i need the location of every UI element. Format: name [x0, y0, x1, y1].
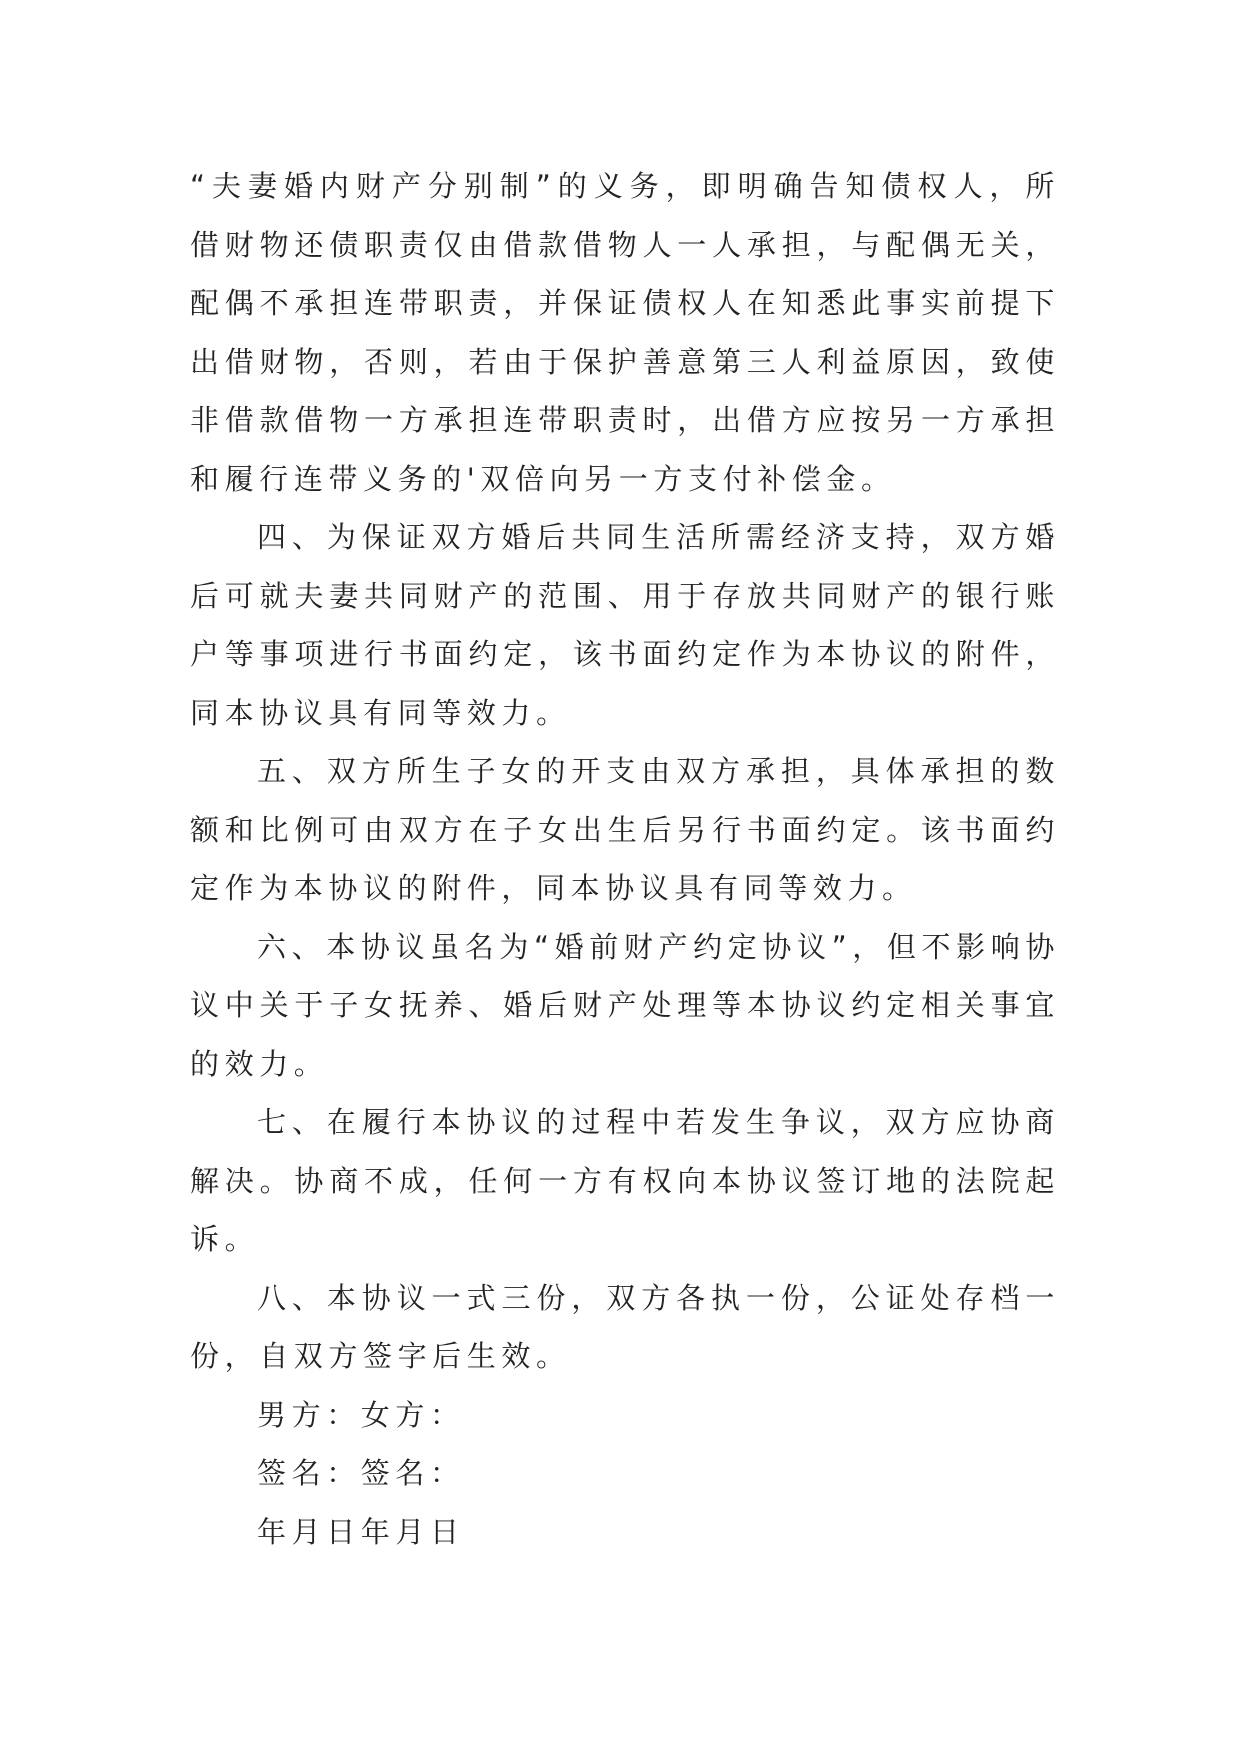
signature-parties-line: 男方：女方： [257, 1397, 465, 1432]
paragraph-clause-8: 八、本协议一式三份，双方各执一份，公证处存档一份，自双方签字后生效。 [190, 1280, 1060, 1373]
paragraph-clause-7: 七、在履行本协议的过程中若发生争议，双方应协商解决。协商不成，任何一方有权向本协议签订地的法院起诉。 [190, 1105, 1060, 1256]
signature-dates-line: 年月日年月日 [257, 1514, 465, 1549]
signature-names-line: 签名：签名： [257, 1456, 465, 1490]
paragraph-clause-6: 六、本协议虽名为“婚前财产约定协议”，但不影响协议中关于子女抚养、婚后财产处理等本协议约定相关事宜的效力。 [190, 929, 1060, 1081]
document-body [190, 157, 1060, 1561]
paragraph-continued-clause: “夫妻婚内财产分别制”的义务，即明确告知债权人，所借财物还债职责仅由借款借物人一人承担，与配偶无关，配偶不承担连带职责，并保证债权人在知悉此事实前提下出借财物，否则，若由于保护善意第三人利益原因，致使非借款借物一方承担连带职责时，出借方应按另一方承担和履行连带义务的'双倍向另一方支付补偿金。 [190, 169, 1060, 496]
paragraph-clause-4: 四、为保证双方婚后共同生活所需经济支持，双方婚后可就夫妻共同财产的范围、用于存放共同财产的银行账户等事项进行书面约定，该书面约定作为本协议的附件，同本协议具有同等效力。 [190, 520, 1060, 730]
paragraph-clause-5: 五、双方所生子女的开支由双方承担，具体承担的数额和比例可由双方在子女出生后另行书面约定。该书面约定作为本协议的附件，同本协议具有同等效力。 [190, 754, 1060, 905]
